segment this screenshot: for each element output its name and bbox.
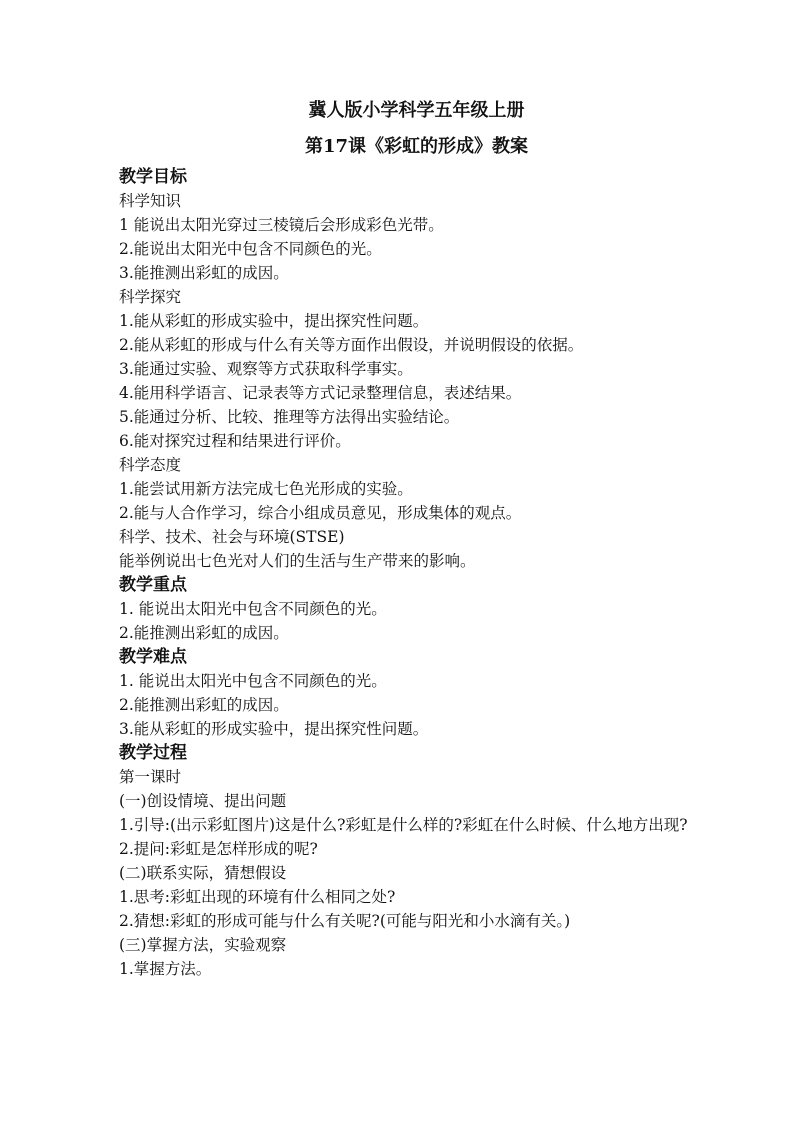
list-item: 科学态度 <box>119 456 182 474</box>
list-item: 2.猜想:彩虹的形成可能与什么有关呢?(可能与阳光和小水滴有关。) <box>119 912 571 930</box>
process-list <box>119 765 714 981</box>
list-item: 1.引导:(出示彩虹图片)这是什么?彩虹是什么样的?彩虹在什么时候、什么地方出现? <box>119 816 688 834</box>
list-item: 3.能从彩虹的形成实验中，提出探究性问题。 <box>119 720 429 738</box>
list-item: 2.提问:彩虹是怎样形成的呢? <box>119 840 318 858</box>
list-item: 2.能推测出彩虹的成因。 <box>119 624 289 642</box>
list-item: 2.能说出太阳光中包含不同颜色的光。 <box>119 240 382 258</box>
objectives-list <box>119 189 714 573</box>
list-item: 科学、技术、社会与环境(STSE) <box>119 528 345 546</box>
list-item: 1.思考:彩虹出现的环境有什么相同之处? <box>119 888 396 906</box>
list-item: 科学探究 <box>119 288 182 306</box>
list-item: 3.能推测出彩虹的成因。 <box>119 264 289 282</box>
list-item: 1. 能说出太阳光中包含不同颜色的光。 <box>119 672 387 690</box>
list-item: 能举例说出七色光对人们的生活与生产带来的影响。 <box>119 552 476 570</box>
list-item: 1.能尝试用新方法完成七色光形成的实验。 <box>119 480 413 498</box>
section-heading-process: 教学过程 <box>119 743 187 763</box>
difficulties-list <box>119 669 714 741</box>
list-item: 4.能用科学语言、记录表等方式记录整理信息，表述结果。 <box>119 384 522 402</box>
list-item: 第一课时 <box>119 768 182 786</box>
list-item: 3.能通过实验、观察等方式获取科学事实。 <box>119 360 413 378</box>
list-item: (三)掌握方法，实验观察 <box>119 936 287 954</box>
lesson-title: 第17课《彩虹的形成》教案 <box>304 136 529 157</box>
list-item: 2.能推测出彩虹的成因。 <box>119 696 289 714</box>
list-item: 1. 能说出太阳光中包含不同颜色的光。 <box>119 600 387 618</box>
list-item: 1.掌握方法。 <box>119 960 212 978</box>
key-points-list <box>119 597 714 645</box>
section-heading-objectives: 教学目标 <box>119 167 187 187</box>
list-item: (二)联系实际，猜想假设 <box>119 864 287 882</box>
list-item: 5.能通过分析、比较、推理等方法得出实验结论。 <box>119 408 460 426</box>
list-item: 1.能从彩虹的形成实验中，提出探究性问题。 <box>119 312 429 330</box>
list-item: 2.能从彩虹的形成与什么有关等方面作出假设，并说明假设的依据。 <box>119 336 584 354</box>
list-item: 6.能对探究过程和结果进行评价。 <box>119 432 351 450</box>
section-heading-difficulties: 教学难点 <box>119 647 187 667</box>
list-item: (一)创设情境、提出问题 <box>119 792 287 810</box>
document-title: 冀人版小学科学五年级上册 <box>308 100 525 121</box>
section-heading-key-points: 教学重点 <box>119 575 187 595</box>
list-item: 2.能与人合作学习，综合小组成员意见，形成集体的观点。 <box>119 504 522 522</box>
list-item: 科学知识 <box>119 192 182 210</box>
list-item: 1 能说出太阳光穿过三棱镜后会形成彩色光带。 <box>119 216 444 234</box>
